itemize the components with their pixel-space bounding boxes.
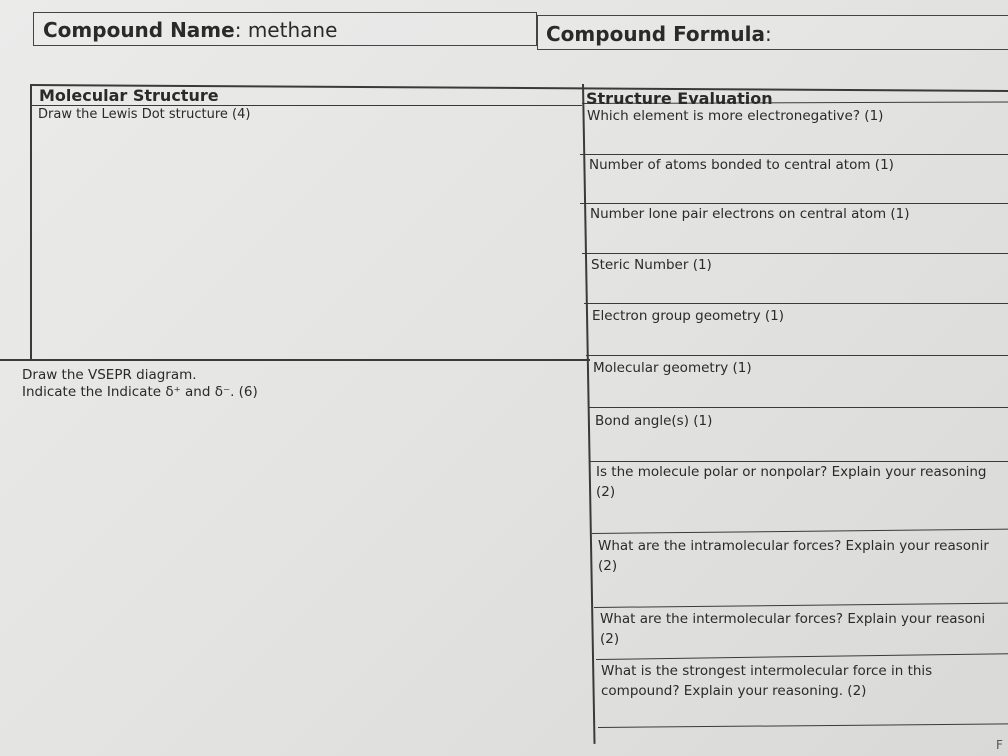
page-edge-mark: F bbox=[996, 738, 1003, 752]
row-line-10 bbox=[596, 653, 1008, 660]
compound-formula-label: Compound Formula bbox=[546, 22, 765, 46]
row-line-11 bbox=[598, 723, 1008, 728]
question-steric-number: Steric Number (1) bbox=[591, 257, 712, 273]
vsepr-prompt-line1: Draw the VSEPR diagram. bbox=[22, 367, 197, 383]
row-line-4 bbox=[584, 303, 1008, 304]
question-atoms-bonded: Number of atoms bonded to central atom (1) bbox=[589, 157, 894, 173]
left-section-divider bbox=[0, 359, 590, 361]
row-line-1 bbox=[580, 154, 1008, 155]
lewis-dot-prompt: Draw the Lewis Dot structure (4) bbox=[38, 107, 251, 122]
molecular-structure-title: Molecular Structure bbox=[39, 86, 219, 105]
compound-name-sep: : bbox=[234, 18, 242, 42]
question-intermolecular-line1: What are the intermolecular forces? Explain your reasoni bbox=[600, 611, 986, 627]
row-line-7 bbox=[590, 461, 1008, 462]
compound-name-value: methane bbox=[247, 18, 338, 42]
compound-formula-sep: : bbox=[764, 22, 772, 46]
question-electronegative: Which element is more electronegative? (1) bbox=[587, 108, 884, 124]
question-polarity-line2: (2) bbox=[596, 484, 616, 500]
question-intramolecular-line1: What are the intramolecular forces? Explain your reasonir bbox=[598, 538, 989, 554]
compound-name-label: Compound Name bbox=[43, 18, 235, 42]
table-left-border bbox=[30, 84, 32, 360]
question-intermolecular-line2: (2) bbox=[600, 631, 620, 647]
compound-formula-field bbox=[546, 22, 772, 46]
row-line-9 bbox=[594, 603, 1008, 608]
question-electron-geometry: Electron group geometry (1) bbox=[592, 308, 784, 324]
question-strongest-force-line1: What is the strongest intermolecular force in this bbox=[601, 663, 933, 679]
question-intramolecular-line2: (2) bbox=[598, 558, 618, 574]
question-polarity-line1: Is the molecule polar or nonpolar? Explain your reasoning bbox=[596, 464, 987, 480]
question-lone-pairs: Number lone pair electrons on central atom (1) bbox=[590, 206, 910, 222]
row-line-3 bbox=[582, 253, 1008, 254]
row-line-5 bbox=[586, 355, 1008, 356]
row-line-2 bbox=[580, 203, 1008, 204]
vsepr-prompt-line2: Indicate the Indicate δ⁺ and δ⁻. (6) bbox=[22, 384, 258, 400]
row-line-8 bbox=[592, 529, 1008, 534]
left-title-underline bbox=[30, 105, 582, 106]
center-divider bbox=[582, 84, 595, 744]
question-strongest-force-line2: compound? Explain your reasoning. (2) bbox=[601, 683, 867, 699]
compound-name-field bbox=[43, 18, 337, 42]
row-line-6 bbox=[588, 407, 1008, 408]
question-molecular-geometry: Molecular geometry (1) bbox=[593, 360, 752, 376]
question-bond-angles: Bond angle(s) (1) bbox=[595, 413, 713, 429]
structure-evaluation-title: Structure Evaluation bbox=[586, 89, 773, 108]
